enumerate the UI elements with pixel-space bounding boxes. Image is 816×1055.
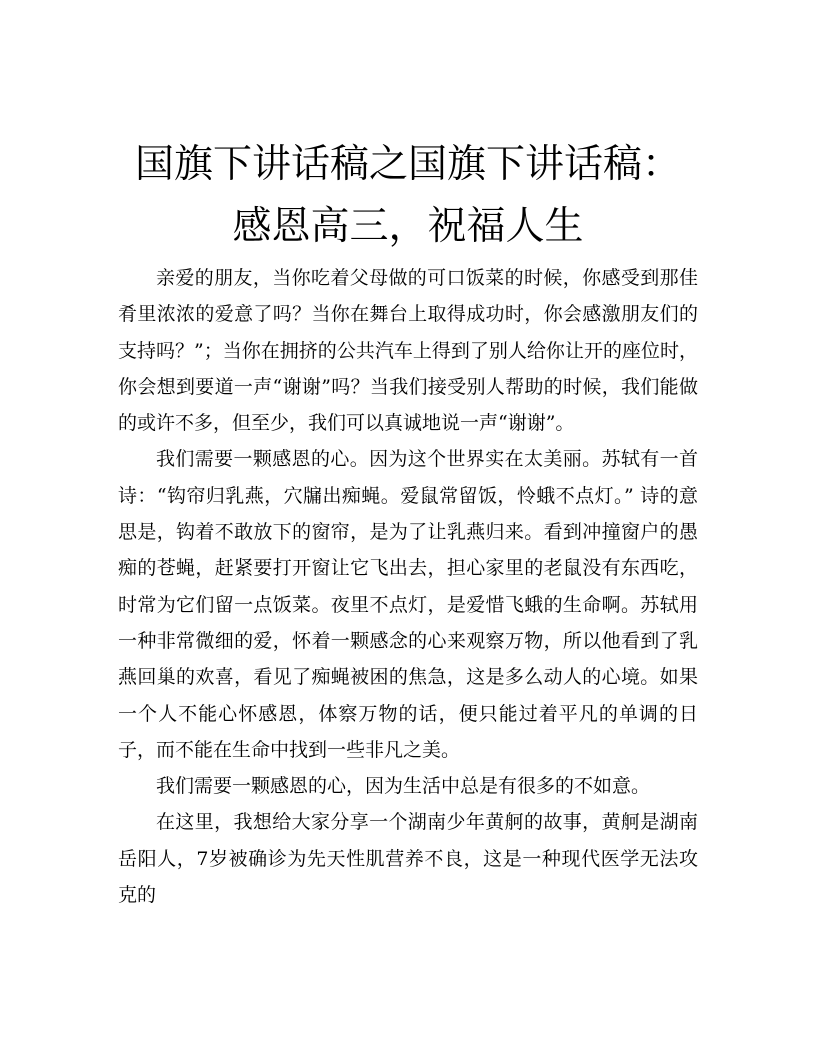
paragraph-4: 在这里，我想给大家分享一个湖南少年黄舸的故事，黄舸是湖南岳阳人，7岁被确诊为先天性肌营养不良，这是一种现代医学无法攻克的: [118, 811, 698, 907]
paragraph-1: 亲爱的朋友，当你吃着父母做的可口饭菜的时候，你感受到那佳肴里浓浓的爱意了吗？当你在舞台上取得成功时，你会感激朋友们的支持吗？”；当你在拥挤的公共汽车上得到了别人给你让开的座位时，你会想到要道一声“谢谢”吗？当我们接受别人帮助的时候，我们能做的或许不多，但至少，我们可以真诚地说一声“谢谢”。: [118, 267, 698, 435]
paragraph-2: 我们需要一颗感恩的心。因为这个世界实在太美丽。苏轼有一首诗：“钩帘归乳燕，穴牖出痴蝇。爱鼠常留饭，怜蛾不点灯。” 诗的意思是，钩着不敢放下的窗帘，是为了让乳燕归来。看到冲撞窗户的愚痴的苍蝇，赶紧要打开窗让它飞出去，担心家里的老鼠没有东西吃，时常为它们留一点饭菜。夜里不点灯，是爱惜飞蛾的生命啊。苏轼用一种非常微细的爱，怀着一颗感念的心来观察万物，所以他看到了乳燕回巢的欢喜，看见了痴蝇被困的焦急，这是多么动人的心境。如果一个人不能心怀感恩，体察万物的话，便只能过着平凡的单调的日子，而不能在生命中找到一些非凡之美。: [118, 448, 698, 761]
paragraph-3: 我们需要一颗感恩的心，因为生活中总是有很多的不如意。: [156, 775, 651, 798]
document-body: [118, 260, 698, 913]
document-title: 国旗下讲话稿之国旗下讲话稿：感恩高三，祝福人生: [134, 142, 681, 250]
